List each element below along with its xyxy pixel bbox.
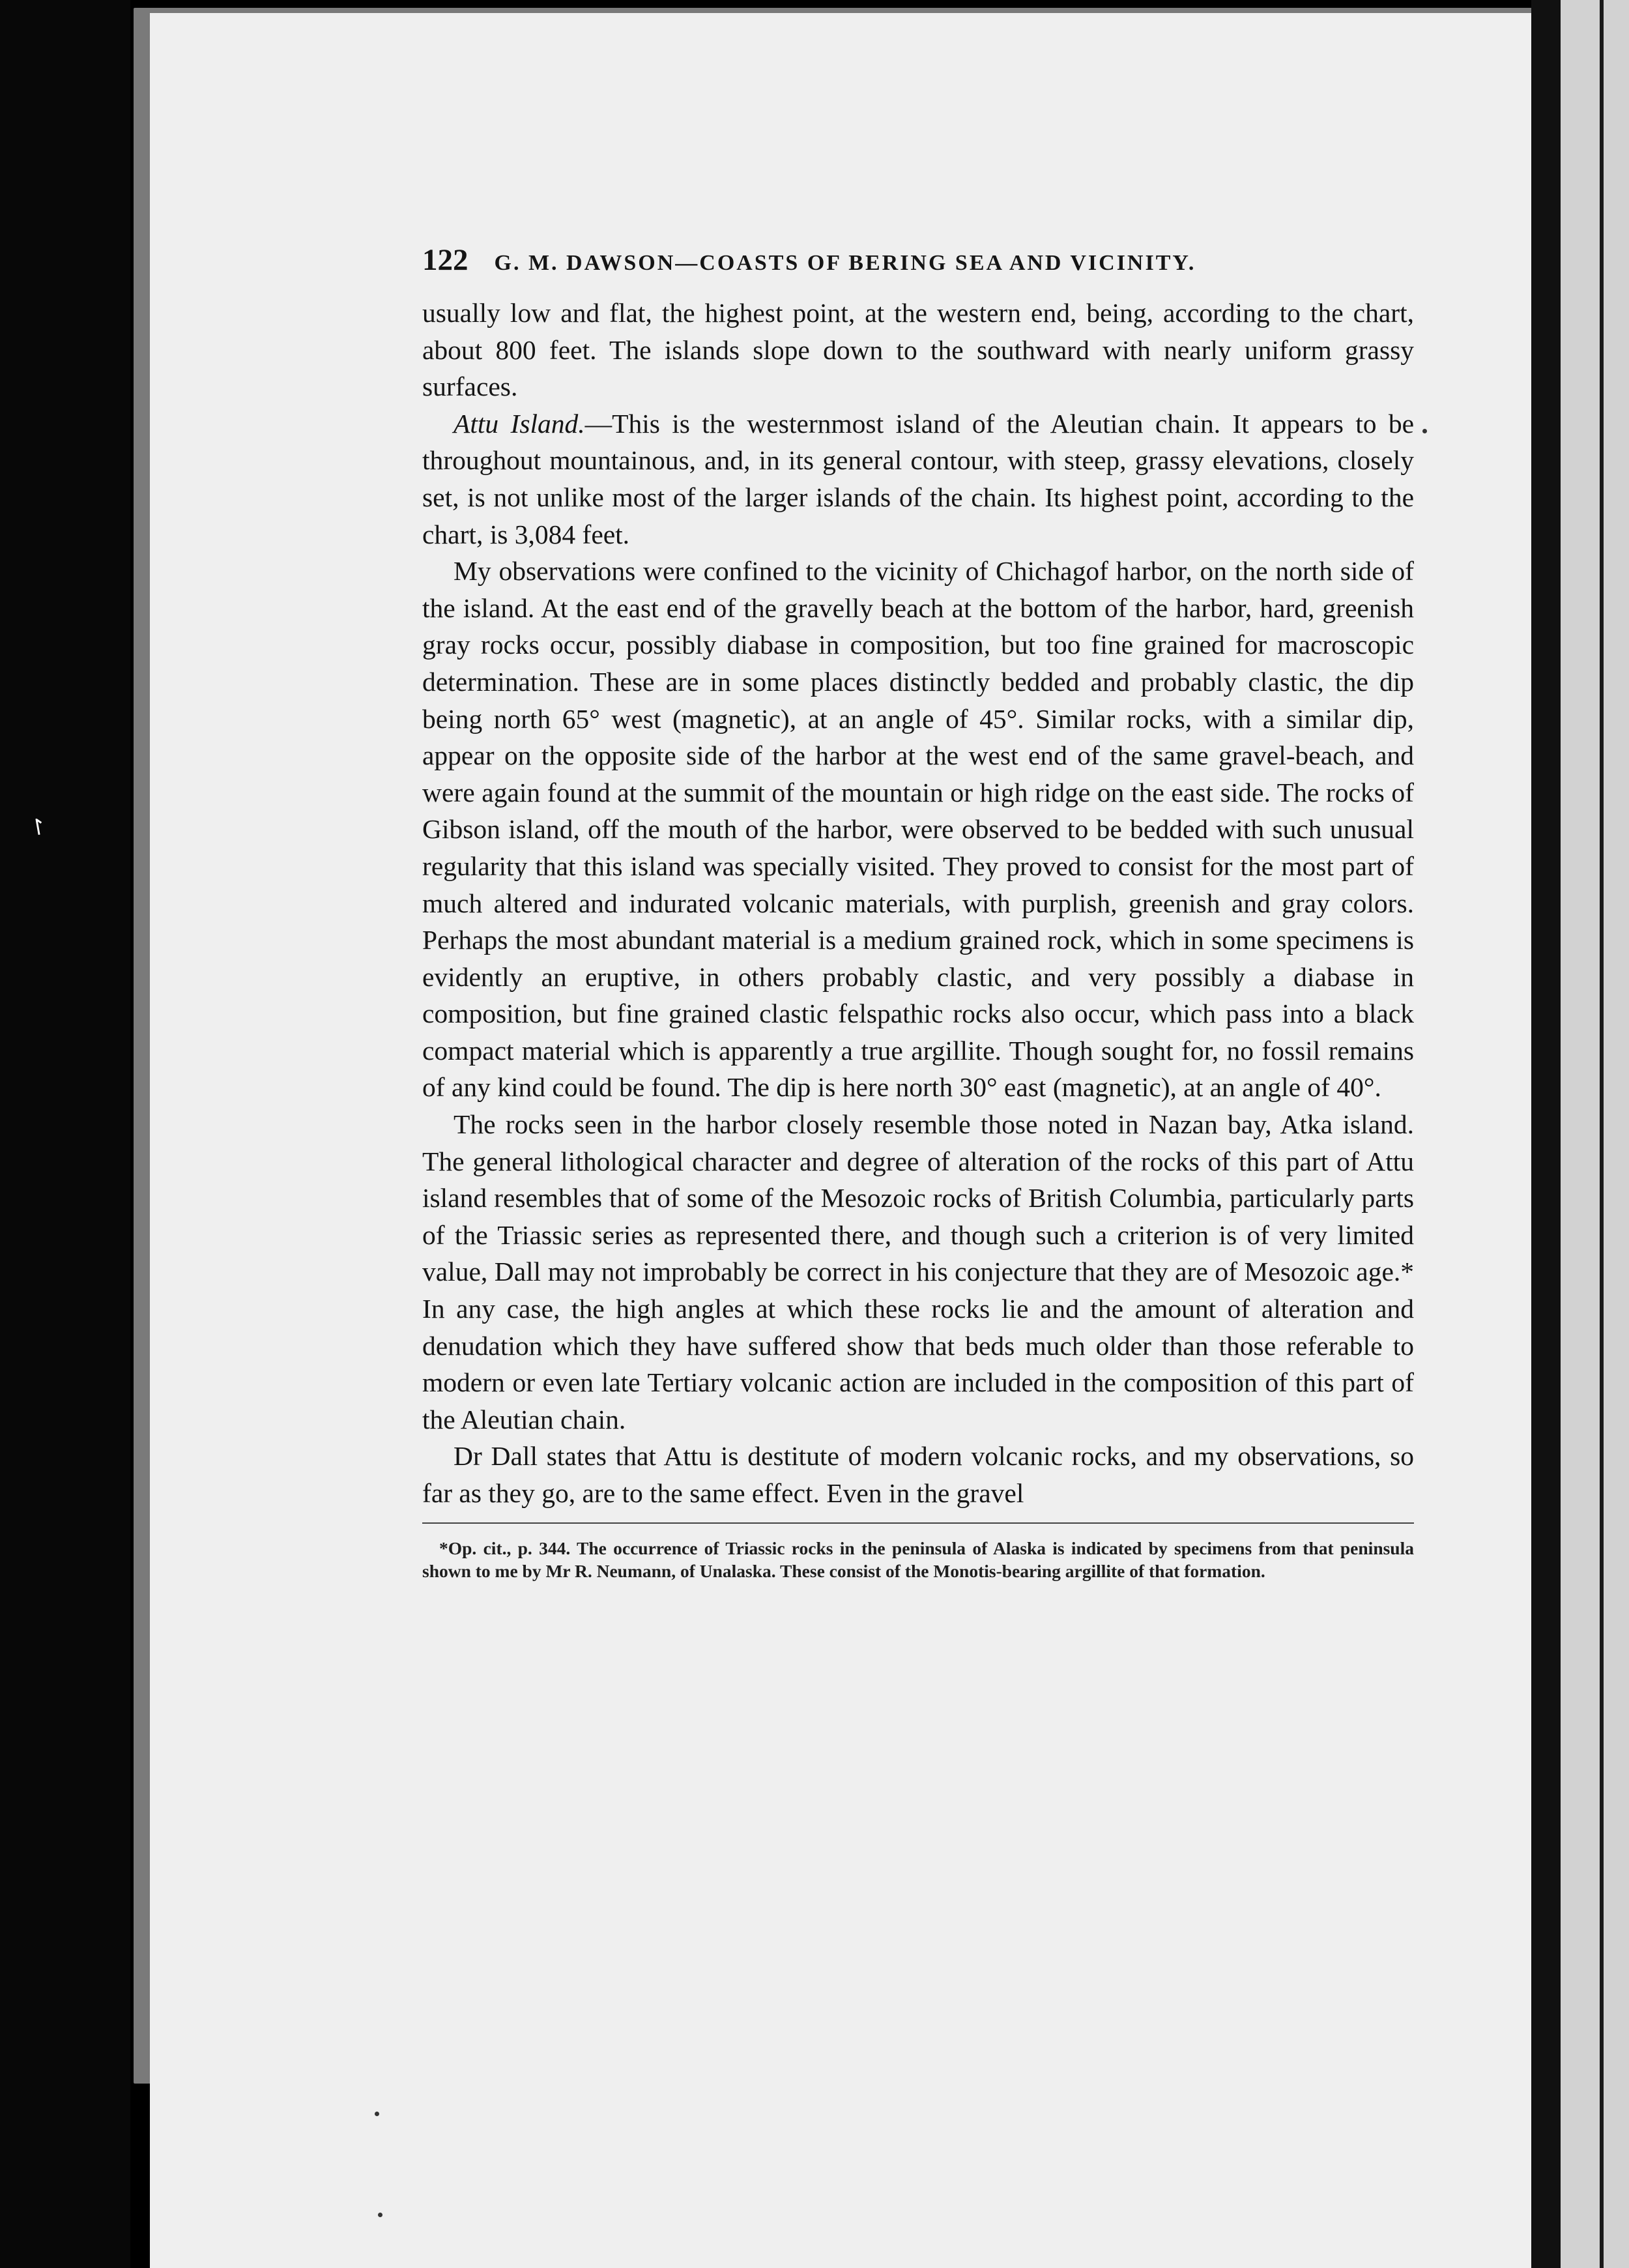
body-text xyxy=(422,295,1414,1512)
running-head-title: G. M. DAWSON—COASTS OF BERING SEA AND VICINITY. xyxy=(494,251,1196,275)
footnote xyxy=(422,1537,1414,1582)
stray-speck xyxy=(1422,429,1427,433)
paragraph xyxy=(422,405,1414,553)
paragraph-text: Dr Dall states that Attu is destitute of modern volcanic rocks, and my observations, so far as they go, are to the same effect. Even in the gravel xyxy=(422,1441,1414,1508)
stray-speck xyxy=(375,2112,379,2116)
facing-page-edge xyxy=(1561,0,1629,2268)
page-gutter-shadow xyxy=(1531,0,1561,2268)
running-head xyxy=(422,242,1414,278)
film-margin-mark: ↾ xyxy=(26,813,50,843)
footnote-rule xyxy=(422,1522,1414,1524)
paragraph-text: —This is the westernmost island of the Aleutian chain. It appears to be throughout mountainous, and, in its general contour, with steep, grassy elevations, closely set, is not unlike most of the larger islands of the chain. Its highest point, according to the chart, is 3,084 feet. xyxy=(422,408,1414,549)
stray-speck xyxy=(378,2213,382,2217)
paragraph-text: The rocks seen in the harbor closely resemble those noted in Nazan bay, Atka island. The general lithological character and degree of alteration of the rocks of this part of Attu island resembles that of some of the Mesozoic rocks of British Columbia, particularly parts of the Triassic series as represented there, and though such a criterion is of very limited value, Dall may not improbably be correct in his conjecture that they are of Mesozoic age.* In any case, the high angles at which these rocks lie and the amount of alteration and denudation which they have suffered show that beds much older than those referable to modern or even late Tertiary volcanic action are included in the composition of this part of the Aleutian chain. xyxy=(422,1109,1414,1434)
page-text-block xyxy=(422,242,1414,1582)
facing-page-fold xyxy=(1600,0,1604,2268)
paragraph xyxy=(422,1438,1414,1511)
paragraph xyxy=(422,1106,1414,1438)
page-number: 122 xyxy=(422,243,469,277)
paragraph-text: usually low and flat, the highest point, at the western end, being, according to the chart, about 800 feet. The islands slope down to the southward with nearly uniform grassy surfaces. xyxy=(422,298,1414,402)
paragraph-text: My observations were confined to the vicinity of Chichagof harbor, on the north side of the island. At the east end of the gravelly beach at the bottom of the harbor, hard, greenish gray rocks occur, possibly diabase in composition, but too fine grained for macroscopic determination. These are in some places distinctly bedded and probably clastic, the dip being north 65° west (magnetic), at an angle of 45°. Similar rocks, with a similar dip, appear on the opposite side of the harbor at the west end of the same gravel-beach, and were again found at the summit of the mountain or high ridge on the east side. The rocks of Gibson island, off the mouth of the harbor, were observed to be bedded with such unusual regularity that this island was specially visited. They proved to consist for the most part of much altered and indurated volcanic materials, with purplish, greenish and gray colors. Perhaps the most abundant material is a medium grained rock, which in some specimens is evidently an eruptive, in others probably clastic, and very possibly a diabase in composition, but fine grained clastic felspathic rocks also occur, which pass into a black compact material which is apparently a true argillite. Though sought for, no fossil remains of any kind could be found. The dip is here north 30° east (magnetic), at an angle of 40°. xyxy=(422,556,1414,1103)
footnote-text: *Op. cit., p. 344. The occurrence of Triassic rocks in the peninsula of Alaska is indicated by specimens from that peninsula shown to me by Mr R. Neumann, of Unalaska. These consist of the Monotis-bearing argillite of that formation. xyxy=(422,1537,1414,1581)
film-border-left xyxy=(0,0,130,2268)
paragraph-lead: Attu Island. xyxy=(454,408,585,439)
paragraph xyxy=(422,295,1414,405)
paragraph xyxy=(422,553,1414,1106)
